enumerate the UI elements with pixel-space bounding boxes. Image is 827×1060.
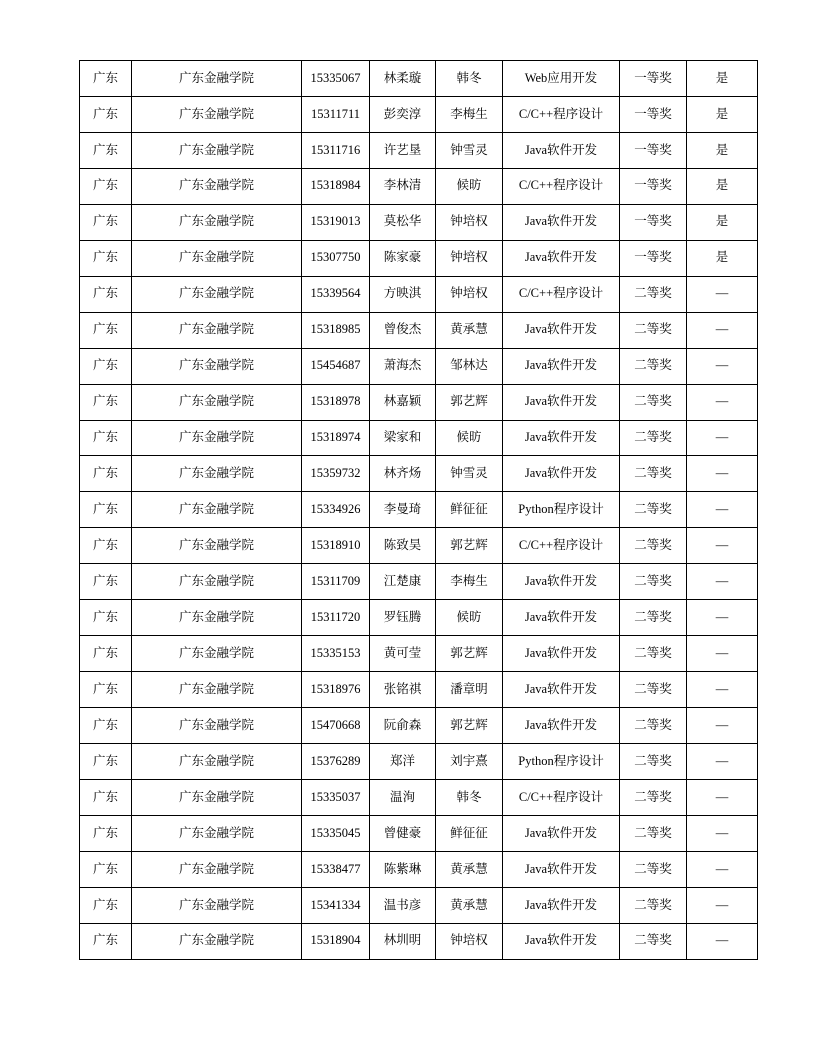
competition-category-cell: Java软件开发: [503, 672, 620, 708]
flag-cell: 是: [687, 132, 758, 168]
student-id-cell: 15319013: [302, 204, 370, 240]
award-level-cell: 二等奖: [620, 348, 687, 384]
school-cell: 广东金融学院: [132, 456, 302, 492]
flag-cell: —: [687, 492, 758, 528]
award-level-cell: 一等奖: [620, 61, 687, 97]
province-cell: 广东: [80, 887, 132, 923]
student-id-cell: 15311709: [302, 564, 370, 600]
province-cell: 广东: [80, 312, 132, 348]
province-cell: 广东: [80, 276, 132, 312]
advisor-cell: 候昉: [436, 168, 503, 204]
advisor-cell: 钟培权: [436, 204, 503, 240]
flag-cell: —: [687, 923, 758, 959]
award-level-cell: 一等奖: [620, 204, 687, 240]
school-cell: 广东金融学院: [132, 420, 302, 456]
table-row: [80, 348, 758, 384]
flag-cell: —: [687, 816, 758, 852]
student-id-cell: 15311716: [302, 132, 370, 168]
province-cell: 广东: [80, 851, 132, 887]
advisor-cell: 李梅生: [436, 564, 503, 600]
flag-cell: —: [687, 744, 758, 780]
school-cell: 广东金融学院: [132, 168, 302, 204]
award-level-cell: 二等奖: [620, 744, 687, 780]
award-level-cell: 二等奖: [620, 492, 687, 528]
school-cell: 广东金融学院: [132, 528, 302, 564]
table-row: [80, 492, 758, 528]
province-cell: 广东: [80, 564, 132, 600]
school-cell: 广东金融学院: [132, 636, 302, 672]
school-cell: 广东金融学院: [132, 384, 302, 420]
award-level-cell: 二等奖: [620, 384, 687, 420]
school-cell: 广东金融学院: [132, 780, 302, 816]
advisor-cell: 郭艺辉: [436, 528, 503, 564]
competition-category-cell: Java软件开发: [503, 132, 620, 168]
flag-cell: —: [687, 420, 758, 456]
flag-cell: —: [687, 600, 758, 636]
student-id-cell: 15318984: [302, 168, 370, 204]
competition-category-cell: Java软件开发: [503, 348, 620, 384]
school-cell: 广东金融学院: [132, 492, 302, 528]
flag-cell: —: [687, 780, 758, 816]
table-row: [80, 61, 758, 97]
award-level-cell: 一等奖: [620, 240, 687, 276]
award-level-cell: 二等奖: [620, 816, 687, 852]
advisor-cell: 鲜征征: [436, 492, 503, 528]
student-id-cell: 15318904: [302, 923, 370, 959]
province-cell: 广东: [80, 132, 132, 168]
student-name-cell: 罗钰腾: [370, 600, 436, 636]
student-name-cell: 张铭祺: [370, 672, 436, 708]
student-id-cell: 15341334: [302, 887, 370, 923]
flag-cell: —: [687, 564, 758, 600]
advisor-cell: 刘宇熹: [436, 744, 503, 780]
province-cell: 广东: [80, 923, 132, 959]
table-row: [80, 456, 758, 492]
school-cell: 广东金融学院: [132, 132, 302, 168]
province-cell: 广东: [80, 384, 132, 420]
province-cell: 广东: [80, 672, 132, 708]
school-cell: 广东金融学院: [132, 851, 302, 887]
table-row: [80, 887, 758, 923]
award-results-table: [79, 60, 758, 960]
student-name-cell: 林嘉颖: [370, 384, 436, 420]
table-row: [80, 420, 758, 456]
table-row: [80, 600, 758, 636]
student-id-cell: 15311711: [302, 96, 370, 132]
award-level-cell: 一等奖: [620, 132, 687, 168]
competition-category-cell: Java软件开发: [503, 384, 620, 420]
province-cell: 广东: [80, 420, 132, 456]
student-id-cell: 15318976: [302, 672, 370, 708]
competition-category-cell: Java软件开发: [503, 636, 620, 672]
advisor-cell: 韩冬: [436, 61, 503, 97]
student-name-cell: 莫松华: [370, 204, 436, 240]
competition-category-cell: Java软件开发: [503, 312, 620, 348]
table-row: [80, 816, 758, 852]
flag-cell: —: [687, 887, 758, 923]
advisor-cell: 钟雪灵: [436, 456, 503, 492]
award-level-cell: 二等奖: [620, 420, 687, 456]
flag-cell: —: [687, 312, 758, 348]
student-id-cell: 15311720: [302, 600, 370, 636]
award-level-cell: 二等奖: [620, 600, 687, 636]
advisor-cell: 黄承慧: [436, 887, 503, 923]
student-name-cell: 郑洋: [370, 744, 436, 780]
award-level-cell: 二等奖: [620, 456, 687, 492]
award-level-cell: 二等奖: [620, 528, 687, 564]
student-name-cell: 曾健豪: [370, 816, 436, 852]
competition-category-cell: Java软件开发: [503, 564, 620, 600]
school-cell: 广东金融学院: [132, 61, 302, 97]
school-cell: 广东金融学院: [132, 96, 302, 132]
advisor-cell: 鲜征征: [436, 816, 503, 852]
student-name-cell: 林圳明: [370, 923, 436, 959]
competition-category-cell: C/C++程序设计: [503, 168, 620, 204]
competition-category-cell: Java软件开发: [503, 456, 620, 492]
student-id-cell: 15335045: [302, 816, 370, 852]
flag-cell: —: [687, 708, 758, 744]
competition-category-cell: Java软件开发: [503, 851, 620, 887]
competition-category-cell: Java软件开发: [503, 204, 620, 240]
competition-category-cell: Java软件开发: [503, 708, 620, 744]
student-id-cell: 15334926: [302, 492, 370, 528]
table-row: [80, 780, 758, 816]
advisor-cell: 郭艺辉: [436, 384, 503, 420]
flag-cell: 是: [687, 61, 758, 97]
province-cell: 广东: [80, 744, 132, 780]
province-cell: 广东: [80, 240, 132, 276]
school-cell: 广东金融学院: [132, 276, 302, 312]
student-name-cell: 林柔璇: [370, 61, 436, 97]
student-name-cell: 江楚康: [370, 564, 436, 600]
student-name-cell: 梁家和: [370, 420, 436, 456]
school-cell: 广东金融学院: [132, 708, 302, 744]
table-row: [80, 851, 758, 887]
student-name-cell: 陈致昊: [370, 528, 436, 564]
award-level-cell: 二等奖: [620, 636, 687, 672]
flag-cell: 是: [687, 240, 758, 276]
flag-cell: —: [687, 276, 758, 312]
province-cell: 广东: [80, 816, 132, 852]
table-row: [80, 528, 758, 564]
table-row: [80, 636, 758, 672]
award-level-cell: 二等奖: [620, 923, 687, 959]
award-level-cell: 二等奖: [620, 887, 687, 923]
school-cell: 广东金融学院: [132, 672, 302, 708]
competition-category-cell: Java软件开发: [503, 816, 620, 852]
student-name-cell: 曾俊杰: [370, 312, 436, 348]
table-row: [80, 276, 758, 312]
advisor-cell: 候昉: [436, 420, 503, 456]
advisor-cell: 黄承慧: [436, 312, 503, 348]
province-cell: 广东: [80, 780, 132, 816]
table-row: [80, 744, 758, 780]
student-name-cell: 林齐炀: [370, 456, 436, 492]
advisor-cell: 韩冬: [436, 780, 503, 816]
advisor-cell: 钟培权: [436, 240, 503, 276]
table-row: [80, 708, 758, 744]
school-cell: 广东金融学院: [132, 348, 302, 384]
award-level-cell: 一等奖: [620, 168, 687, 204]
flag-cell: —: [687, 384, 758, 420]
advisor-cell: 钟培权: [436, 923, 503, 959]
student-name-cell: 彭奕淳: [370, 96, 436, 132]
award-level-cell: 二等奖: [620, 312, 687, 348]
advisor-cell: 郭艺辉: [436, 708, 503, 744]
student-name-cell: 李林清: [370, 168, 436, 204]
flag-cell: 是: [687, 168, 758, 204]
advisor-cell: 钟雪灵: [436, 132, 503, 168]
student-name-cell: 萧海杰: [370, 348, 436, 384]
table-row: [80, 923, 758, 959]
student-id-cell: 15335037: [302, 780, 370, 816]
student-id-cell: 15338477: [302, 851, 370, 887]
advisor-cell: 钟培权: [436, 276, 503, 312]
student-name-cell: 李曼琦: [370, 492, 436, 528]
school-cell: 广东金融学院: [132, 600, 302, 636]
competition-category-cell: Python程序设计: [503, 744, 620, 780]
school-cell: 广东金融学院: [132, 564, 302, 600]
province-cell: 广东: [80, 204, 132, 240]
competition-category-cell: Python程序设计: [503, 492, 620, 528]
award-level-cell: 二等奖: [620, 564, 687, 600]
student-id-cell: 15318910: [302, 528, 370, 564]
province-cell: 广东: [80, 528, 132, 564]
school-cell: 广东金融学院: [132, 204, 302, 240]
student-id-cell: 15359732: [302, 456, 370, 492]
flag-cell: —: [687, 348, 758, 384]
award-level-cell: 一等奖: [620, 96, 687, 132]
table-row: [80, 240, 758, 276]
student-id-cell: 15335153: [302, 636, 370, 672]
award-level-cell: 二等奖: [620, 851, 687, 887]
flag-cell: 是: [687, 96, 758, 132]
school-cell: 广东金融学院: [132, 816, 302, 852]
student-id-cell: 15318978: [302, 384, 370, 420]
student-id-cell: 15339564: [302, 276, 370, 312]
award-level-cell: 二等奖: [620, 780, 687, 816]
student-name-cell: 陈紫琳: [370, 851, 436, 887]
competition-category-cell: C/C++程序设计: [503, 276, 620, 312]
student-name-cell: 方映淇: [370, 276, 436, 312]
student-id-cell: 15376289: [302, 744, 370, 780]
award-level-cell: 二等奖: [620, 672, 687, 708]
table-row: [80, 564, 758, 600]
award-level-cell: 二等奖: [620, 708, 687, 744]
flag-cell: —: [687, 528, 758, 564]
school-cell: 广东金融学院: [132, 240, 302, 276]
table-row: [80, 132, 758, 168]
student-name-cell: 陈家豪: [370, 240, 436, 276]
province-cell: 广东: [80, 348, 132, 384]
advisor-cell: 邹林达: [436, 348, 503, 384]
student-name-cell: 许艺垦: [370, 132, 436, 168]
competition-category-cell: C/C++程序设计: [503, 780, 620, 816]
flag-cell: 是: [687, 204, 758, 240]
province-cell: 广东: [80, 61, 132, 97]
award-level-cell: 二等奖: [620, 276, 687, 312]
competition-category-cell: Java软件开发: [503, 887, 620, 923]
school-cell: 广东金融学院: [132, 887, 302, 923]
advisor-cell: 李梅生: [436, 96, 503, 132]
school-cell: 广东金融学院: [132, 744, 302, 780]
table-row: [80, 312, 758, 348]
competition-category-cell: C/C++程序设计: [503, 96, 620, 132]
advisor-cell: 潘章明: [436, 672, 503, 708]
student-name-cell: 黄可莹: [370, 636, 436, 672]
table-row: [80, 96, 758, 132]
competition-category-cell: Java软件开发: [503, 240, 620, 276]
province-cell: 广东: [80, 636, 132, 672]
table-row: [80, 204, 758, 240]
flag-cell: —: [687, 636, 758, 672]
advisor-cell: 候昉: [436, 600, 503, 636]
student-id-cell: 15454687: [302, 348, 370, 384]
school-cell: 广东金融学院: [132, 923, 302, 959]
flag-cell: —: [687, 672, 758, 708]
school-cell: 广东金融学院: [132, 312, 302, 348]
flag-cell: —: [687, 851, 758, 887]
advisor-cell: 郭艺辉: [436, 636, 503, 672]
competition-category-cell: C/C++程序设计: [503, 528, 620, 564]
competition-category-cell: Web应用开发: [503, 61, 620, 97]
student-name-cell: 温书彦: [370, 887, 436, 923]
competition-category-cell: Java软件开发: [503, 600, 620, 636]
student-id-cell: 15470668: [302, 708, 370, 744]
student-name-cell: 阮俞森: [370, 708, 436, 744]
table-row: [80, 384, 758, 420]
table-body: [80, 61, 758, 960]
table-row: [80, 672, 758, 708]
province-cell: 广东: [80, 708, 132, 744]
student-name-cell: 温洵: [370, 780, 436, 816]
student-id-cell: 15307750: [302, 240, 370, 276]
province-cell: 广东: [80, 456, 132, 492]
competition-category-cell: Java软件开发: [503, 923, 620, 959]
flag-cell: —: [687, 456, 758, 492]
student-id-cell: 15335067: [302, 61, 370, 97]
student-id-cell: 15318974: [302, 420, 370, 456]
advisor-cell: 黄承慧: [436, 851, 503, 887]
province-cell: 广东: [80, 96, 132, 132]
student-id-cell: 15318985: [302, 312, 370, 348]
table-row: [80, 168, 758, 204]
province-cell: 广东: [80, 600, 132, 636]
province-cell: 广东: [80, 168, 132, 204]
competition-category-cell: Java软件开发: [503, 420, 620, 456]
province-cell: 广东: [80, 492, 132, 528]
